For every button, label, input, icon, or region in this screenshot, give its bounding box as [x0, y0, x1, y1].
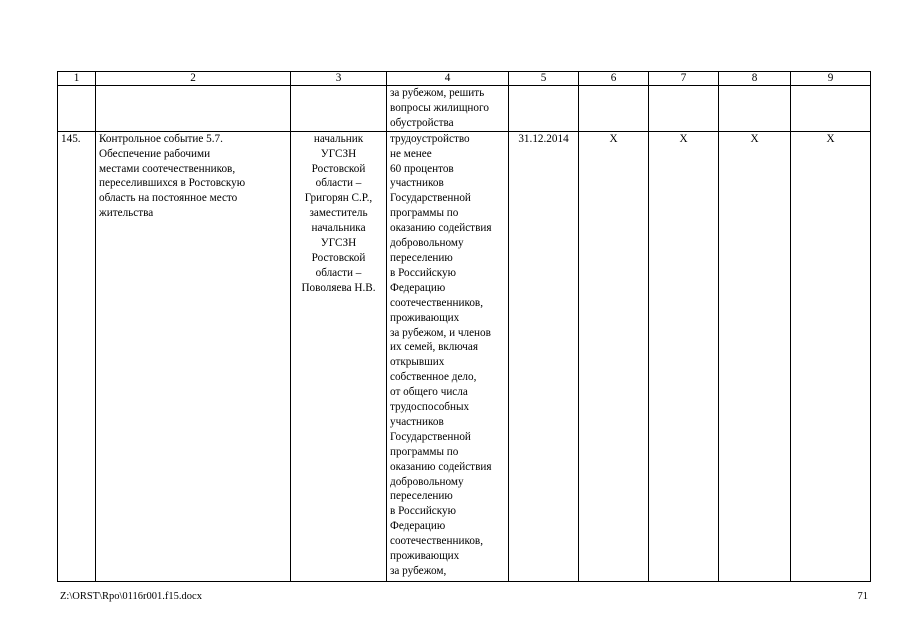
text-line: оказанию содействия — [390, 222, 492, 235]
text-line: программы по — [390, 207, 459, 220]
header-cell: 2 — [96, 72, 291, 86]
table-cell — [291, 86, 387, 132]
continuation-text-cell — [387, 86, 509, 132]
header-cell: 4 — [387, 72, 509, 86]
text-line: УГСЗН — [320, 147, 357, 160]
text-line: местами соотечественников, — [99, 162, 236, 175]
page-number: 71 — [857, 591, 868, 602]
text-line: начальник — [313, 132, 364, 145]
footer-file-path: Z:\ORST\Rpo\0116r001.f15.docx — [60, 591, 202, 602]
text-line: за рубежом, и членов — [390, 326, 491, 339]
header-cell: 7 — [649, 72, 719, 86]
text-line: Федерацию — [390, 281, 446, 294]
text-line: участников — [390, 177, 444, 190]
text-line: оказанию содействия — [390, 460, 492, 473]
text-line: в Российскую — [390, 505, 456, 518]
text-line: переселению — [390, 490, 453, 503]
text-line: области – — [315, 177, 362, 190]
text-line: участников — [390, 415, 444, 428]
table-header-row — [58, 72, 871, 86]
table-cell — [719, 86, 791, 132]
mark-cell: Х — [791, 131, 871, 581]
text-line: Государственной — [390, 430, 471, 443]
mark-cell: Х — [719, 131, 791, 581]
text-line: области – — [315, 266, 362, 279]
text-line: за рубежом, решить — [390, 87, 485, 99]
table-cell — [579, 86, 649, 132]
text-line: 60 процентов — [390, 162, 454, 175]
table-cell — [509, 86, 579, 132]
text-line: за рубежом, — [390, 565, 447, 577]
text-line: добровольному — [390, 237, 464, 250]
table-cell — [96, 86, 291, 132]
header-cell: 9 — [791, 72, 871, 86]
text-line: начальника — [311, 222, 366, 235]
mark-cell: Х — [579, 131, 649, 581]
text-line: программы по — [390, 445, 459, 458]
text-line: жительства — [99, 207, 154, 220]
text-line: в Российскую — [390, 266, 456, 279]
text-line: трудоспособных — [390, 401, 470, 414]
result-cell — [387, 131, 509, 581]
text-line: Ростовской — [311, 251, 366, 264]
text-line: Поволяева Н.В. — [301, 281, 376, 294]
text-line: область на постоянное место — [99, 192, 238, 205]
text-line: Ростовской — [311, 162, 366, 175]
text-line: собственное дело, — [390, 371, 477, 384]
text-line: проживающих — [390, 311, 460, 324]
text-line: их семей, включая — [390, 341, 479, 354]
document-table — [57, 71, 871, 582]
text-line: Обеспечение рабочими — [99, 147, 211, 160]
text-line: Государственной — [390, 192, 471, 205]
text-line: Федерацию — [390, 520, 446, 533]
text-line: соотечественников, — [390, 535, 483, 548]
date-cell: 31.12.2014 — [509, 131, 579, 581]
text-line: Григорян С.Р., — [304, 192, 373, 205]
text-line: не менее — [390, 147, 432, 160]
header-cell: 6 — [579, 72, 649, 86]
event-cell — [96, 131, 291, 581]
text-line: Контрольное событие 5.7. — [99, 132, 223, 145]
header-cell: 1 — [58, 72, 96, 86]
table-cell — [649, 86, 719, 132]
text-line: проживающих — [390, 550, 460, 563]
table-cell — [58, 86, 96, 132]
text-line: трудоустройство — [390, 132, 470, 145]
text-line: переселению — [390, 251, 453, 264]
mark-cell: Х — [649, 131, 719, 581]
responsible-cell — [291, 131, 387, 581]
text-line: УГСЗН — [320, 237, 357, 250]
table-row — [58, 86, 871, 132]
table-cell — [791, 86, 871, 132]
text-line: вопросы жилищного — [390, 101, 489, 114]
text-line: соотечественников, — [390, 296, 483, 309]
row-number-cell: 145. — [58, 131, 96, 581]
table-row — [58, 131, 871, 581]
header-cell: 8 — [719, 72, 791, 86]
text-line: открывших — [390, 356, 445, 369]
text-line: заместитель — [309, 207, 368, 220]
text-line: обустройства — [390, 116, 454, 129]
header-cell: 5 — [509, 72, 579, 86]
header-cell: 3 — [291, 72, 387, 86]
text-line: от общего числа — [390, 386, 468, 399]
text-line: добровольному — [390, 475, 464, 488]
text-line: переселившихся в Ростовскую — [99, 177, 246, 190]
